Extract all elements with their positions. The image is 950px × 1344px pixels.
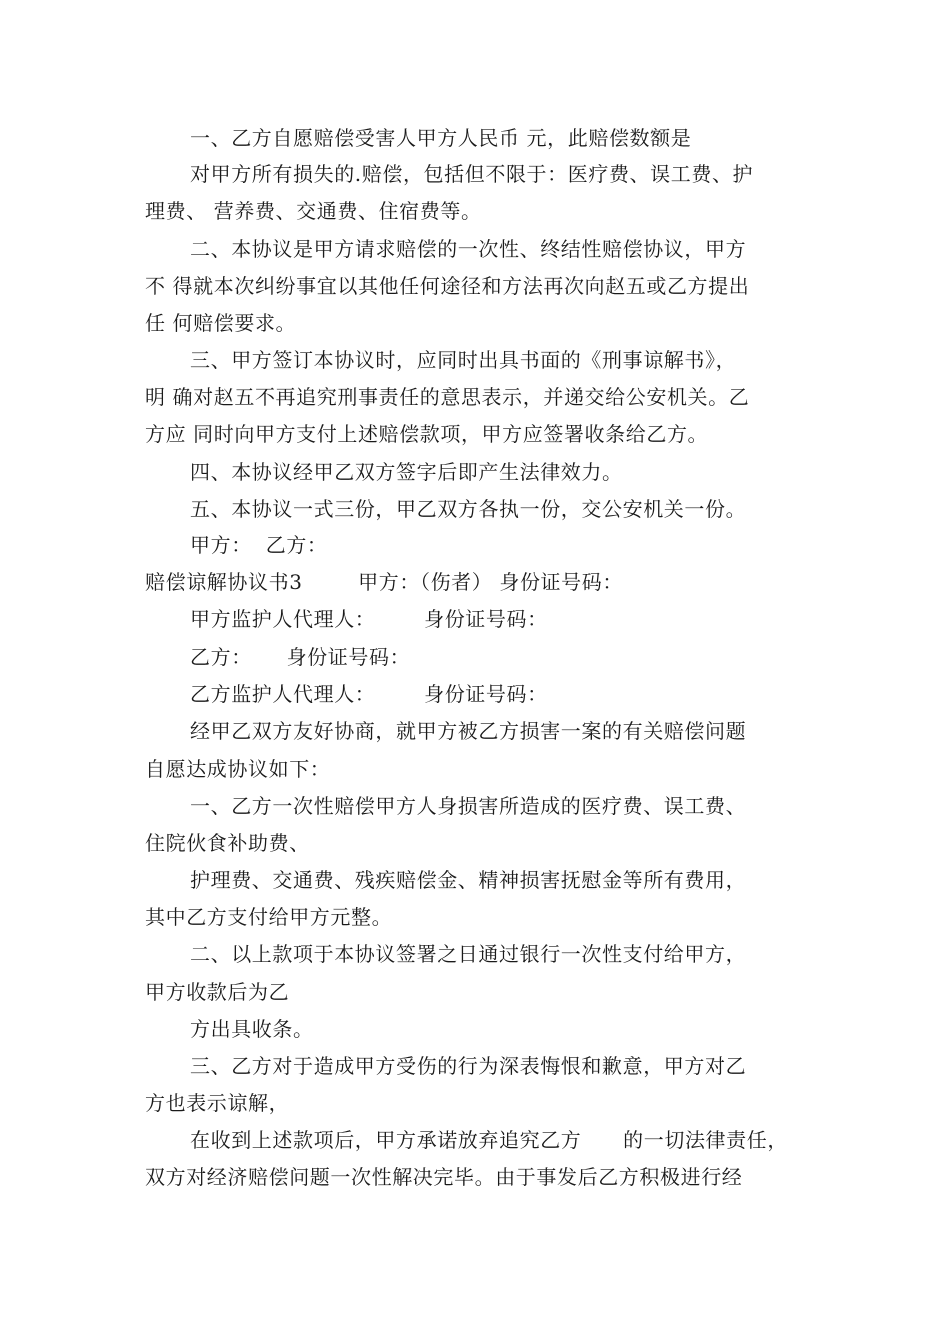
text-line: 赔偿谅解协议书3 甲方：（伤者） 身份证号码： — [145, 570, 623, 594]
text-line: 甲方监护人代理人： 身份证号码： — [190, 607, 548, 631]
text-line: 甲方： 乙方： — [190, 533, 328, 557]
text-line: 理费、 营养费、交通费、住宿费等。 — [145, 199, 482, 223]
text-line: 不 得就本次纠纷事宜以其他任何途径和方法再次向赵五或乙方提出 — [145, 274, 750, 298]
text-line: 一、乙方自愿赔偿受害人甲方人民币 元，此赔偿数额是 — [190, 126, 692, 150]
text-line: 甲方收款后为乙 — [145, 980, 290, 1004]
text-line: 方应 同时向甲方支付上述赔偿款项，甲方应签署收条给乙方。 — [145, 422, 709, 446]
text-line: 自愿达成协议如下： — [145, 757, 331, 781]
text-line: 二、以上款项于本协议签署之日通过银行一次性支付给甲方， — [190, 942, 747, 966]
text-line: 双方对经济赔偿问题一次性解决完毕。由于事发后乙方积极进行经 — [145, 1165, 743, 1189]
text-line: 对甲方所有损失的.赔偿，包括但不限于：医疗费、误工费、护 — [190, 162, 754, 186]
text-line: 任 何赔偿要求。 — [145, 311, 297, 335]
text-line: 乙方监护人代理人： 身份证号码： — [190, 682, 548, 706]
text-line: 二、本协议是甲方请求赔偿的一次性、终结性赔偿协议，甲方 — [190, 237, 747, 261]
text-line: 一、乙方一次性赔偿甲方人身损害所造成的医疗费、误工费、 — [190, 794, 747, 818]
text-line: 方也表示谅解， — [145, 1091, 290, 1115]
text-line: 在收到上述款项后，甲方承诺放弃追究乙方 的一切法律责任， — [190, 1128, 788, 1152]
text-line: 方出具收条。 — [190, 1017, 314, 1041]
text-line: 四、本协议经甲乙双方签字后即产生法律效力。 — [190, 460, 623, 484]
text-line: 其中乙方支付给甲方元整。 — [145, 905, 393, 929]
text-line: 三、乙方对于造成甲方受伤的行为深表悔恨和歉意，甲方对乙 — [190, 1054, 747, 1078]
text-line: 住院伙食补助费、 — [145, 831, 310, 855]
text-line: 经甲乙双方友好协商，就甲方被乙方损害一案的有关赔偿问题 — [190, 719, 747, 743]
text-line: 三、甲方签订本协议时，应同时出具书面的《刑事谅解书》， — [190, 348, 737, 372]
text-line: 护理费、交通费、残疾赔偿金、精神损害抚慰金等所有费用， — [190, 868, 747, 892]
text-line: 明 确对赵五不再追究刑事责任的意思表示，并递交给公安机关。乙 — [145, 385, 750, 409]
text-line: 乙方： 身份证号码： — [190, 645, 411, 669]
text-line: 五、本协议一式三份，甲乙双方各执一份，交公安机关一份。 — [190, 497, 747, 521]
